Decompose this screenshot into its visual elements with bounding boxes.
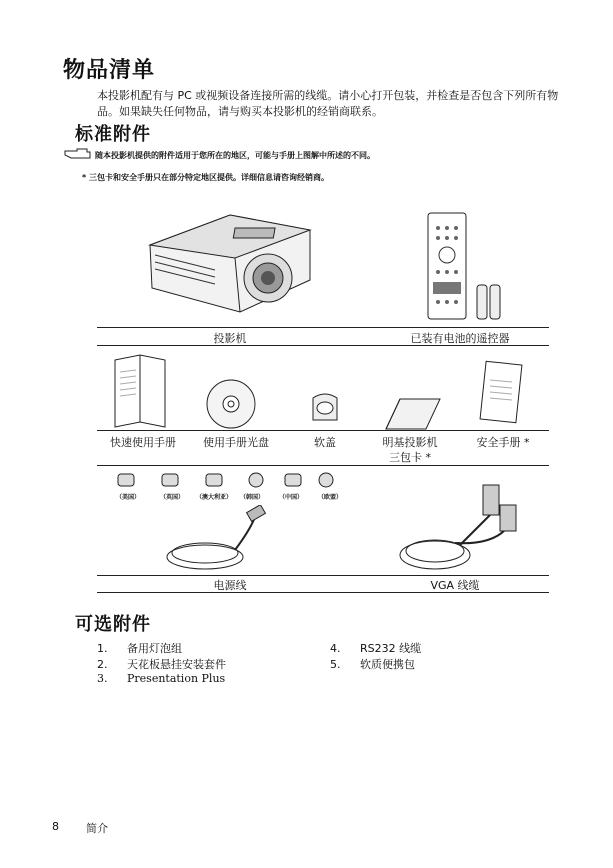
plug-icons	[110, 470, 350, 490]
note-warranty: * 三包卡和安全手册只在部分特定地区提供。详细信息请咨询经销商。	[82, 173, 329, 182]
warranty-card-illustration	[382, 395, 444, 433]
list-item: 1. 备用灯泡组	[97, 642, 182, 655]
divider	[97, 430, 549, 431]
note-regional: 随本投影机提供的附件适用于您所在的地区，可能与手册上图解中所述的不同。	[95, 151, 375, 160]
optional-accessories-heading: 可选附件	[75, 614, 151, 635]
list-item: 2. 天花板悬挂安装套件	[97, 658, 226, 671]
safety-manual-illustration	[478, 360, 523, 425]
label-manual-cd: 使用手册光盘	[203, 436, 269, 449]
label-lens-cover: 软盖	[314, 436, 336, 449]
label-power-cord: 电源线	[213, 579, 247, 592]
plug-label-kr: （韩国）	[240, 494, 265, 501]
page-title: 物品清单	[63, 58, 156, 83]
label-safety-manual: 安全手册 *	[476, 436, 530, 449]
page-number: 8	[52, 820, 59, 833]
plug-label-eu: （欧盟）	[318, 494, 343, 501]
label-vga-cable: VGA 线缆	[430, 579, 480, 592]
list-item: 4. RS232 线缆	[330, 642, 422, 655]
intro-paragraph: 本投影机配有与 PC 或视频设备连接所需的线缆。请小心打开包装，并检查是否包含下列所有物品。如果缺失任何物品，请与购买本投影机的经销商联系。	[97, 89, 559, 118]
label-remote: 已装有电池的遥控器	[410, 332, 510, 345]
lens-cover-illustration	[305, 390, 345, 428]
quick-guide-illustration	[110, 352, 170, 430]
divider	[97, 465, 549, 466]
plug-label-us: （美国）	[116, 494, 141, 501]
standard-accessories-heading: 标准附件	[75, 124, 151, 145]
divider	[97, 575, 549, 576]
label-warranty-card-line2: 三包卡 *	[389, 451, 431, 464]
plug-label-cn: （中国）	[279, 494, 304, 501]
divider	[97, 345, 549, 346]
label-projector: 投影机	[213, 332, 247, 345]
divider	[97, 327, 549, 328]
power-cord-illustration	[160, 505, 280, 580]
list-item: 3. Presentation Plus	[97, 672, 226, 685]
list-item: 5. 软质便携包	[330, 658, 415, 671]
projector-illustration	[140, 200, 325, 320]
plug-label-au: （澳大利亚）	[196, 494, 233, 501]
label-quick-guide: 快速使用手册	[110, 436, 176, 449]
divider	[97, 592, 549, 593]
pointing-hand-icon	[63, 146, 93, 160]
cd-illustration	[205, 378, 257, 430]
remote-control-illustration	[425, 210, 510, 322]
vga-cable-illustration	[395, 475, 530, 580]
footer-section: 简介	[86, 822, 108, 835]
plug-label-uk: （英国）	[160, 494, 185, 501]
label-warranty-card-line1: 明基投影机	[382, 436, 438, 449]
